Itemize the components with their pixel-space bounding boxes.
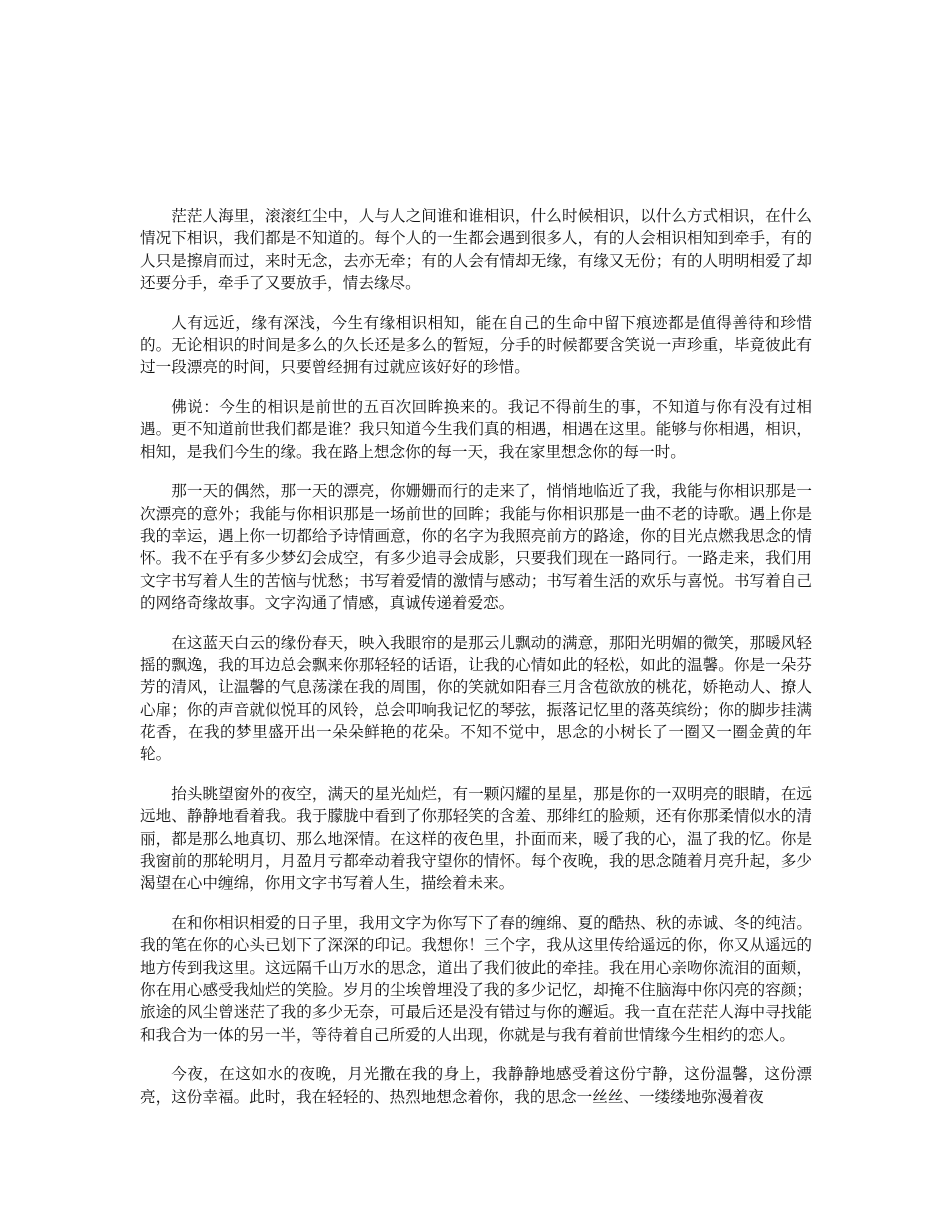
paragraph-7: 在和你相识相爱的日子里，我用文字为你写下了春的缠绵、夏的酷热、秋的赤诚、冬的纯洁。我的笔在你的心头已划下了深深的印记。我想你！三个字，我从这里传给遥远的你，你又从遥远的地方传到我这里。这远隔千山万水的思念，道出了我们彼此的牵挂。我在用心亲吻你流泪的面颊，你在用心感受我灿烂的笑脸。岁月的尘埃曾埋没了我的多少记忆，却掩不住脑海中你闪亮的容颜；旅途的风尘曾迷茫了我的多少无奈，可最后还是没有错过与你的邂逅。我一直在茫茫人海中寻找能和我合为一体的另一半，等待着自己所爱的人出现，你就是与我有着前世情缘今生相约的恋人。 [140, 914, 812, 1044]
paragraph-8: 今夜，在这如水的夜晚，月光撒在我的身上，我静静地感受着这份宁静，这份温馨，这份漂亮，这份幸福。此时，我在轻轻的、热烈地想念着你，我的思念一丝丝、一缕缕地弥漫着夜 [140, 1065, 812, 1106]
document-body [140, 205, 812, 1125]
paragraph-5: 在这蓝天白云的缘份春天，映入我眼帘的是那云儿飘动的满意，那阳光明媚的微笑，那暖风轻摇的飘逸，我的耳边总会飘来你那轻轻的话语，让我的心情如此的轻松，如此的温馨。你是一朵芬芳的清风，让温馨的气息荡漾在我的周围，你的笑就如阳春三月含苞欲放的桃花，娇艳动人、撩人心扉；你的声音就似悦耳的风铃，总会叩响我记忆的琴弦，振落记忆里的落英缤纷；你的脚步挂满花香，在我的梦里盛开出一朵朵鲜艳的花朵。不知不觉中，思念的小树长了一圈又一圈金黄的年轮。 [140, 633, 812, 764]
paragraph-2: 人有远近，缘有深浅，今生有缘相识相知，能在自己的生命中留下痕迹都是值得善待和珍惜的。无论相识的时间是多么的久长还是多么的暂短，分手的时候都要含笑说一声珍重，毕竟彼此有过一段漂亮的时间，只要曾经拥有过就应该好好的珍惜。 [140, 313, 812, 377]
paragraph-4: 那一天的偶然，那一天的漂亮，你姗姗而行的走来了，悄悄地临近了我，我能与你相识那是一次漂亮的意外；我能与你相识那是一场前世的回眸；我能与你相识那是一曲不老的诗歌。遇上你是我的幸运，遇上你一切都给予诗情画意，你的名字为我照亮前方的路途，你的目光点燃我思念的情怀。我不在乎有多少梦幻会成空，有多少追寻会成影，只要我们现在一路同行。一路走来，我们用文字书写着人生的苦恼与忧愁；书写着爱情的激情与感动；书写着生活的欢乐与喜悦。书写着自己的网络奇缘故事。文字沟通了情感，真诚传递着爱恋。 [140, 482, 812, 612]
paragraph-1: 茫茫人海里，滚滚红尘中，人与人之间谁和谁相识，什么时候相识，以什么方式相识，在什么情况下相识，我们都是不知道的。每个人的一生都会遇到很多人，有的人会相识相知到牵手，有的人只是擦肩而过，来时无念，去亦无牵；有的人会有情却无缘，有缘又无份；有的人明明相爱了却还要分手，牵手了又要放手，情去缘尽。 [140, 207, 812, 292]
paragraph-3: 佛说：今生的相识是前世的五百次回眸换来的。我记不得前生的事，不知道与你有没有过相遇。更不知道前世我们都是谁？我只知道今生我们真的相遇，相遇在这里。能够与你相遇，相识，相知，是我们今生的缘。我在路上想念你的每一天，我在家里想念你的每一时。 [140, 398, 812, 461]
paragraph-6: 抬头眺望窗外的夜空，满天的星光灿烂，有一颗闪耀的星星，那是你的一双明亮的眼睛，在远远地、静静地看着我。我于朦胧中看到了你那轻笑的含羞、那绯红的脸颊，还有你那柔情似水的清丽，都是那么地真切、那么地深情。在这样的夜色里，扑面而来，暖了我的心，温了我的忆。你是我窗前的那轮明月，月盈月亏都牵动着我守望你的情怀。每个夜晚，我的思念随着月亮升起，多少渴望在心中缠绵，你用文字书写着人生，描绘着未来。 [140, 785, 812, 893]
